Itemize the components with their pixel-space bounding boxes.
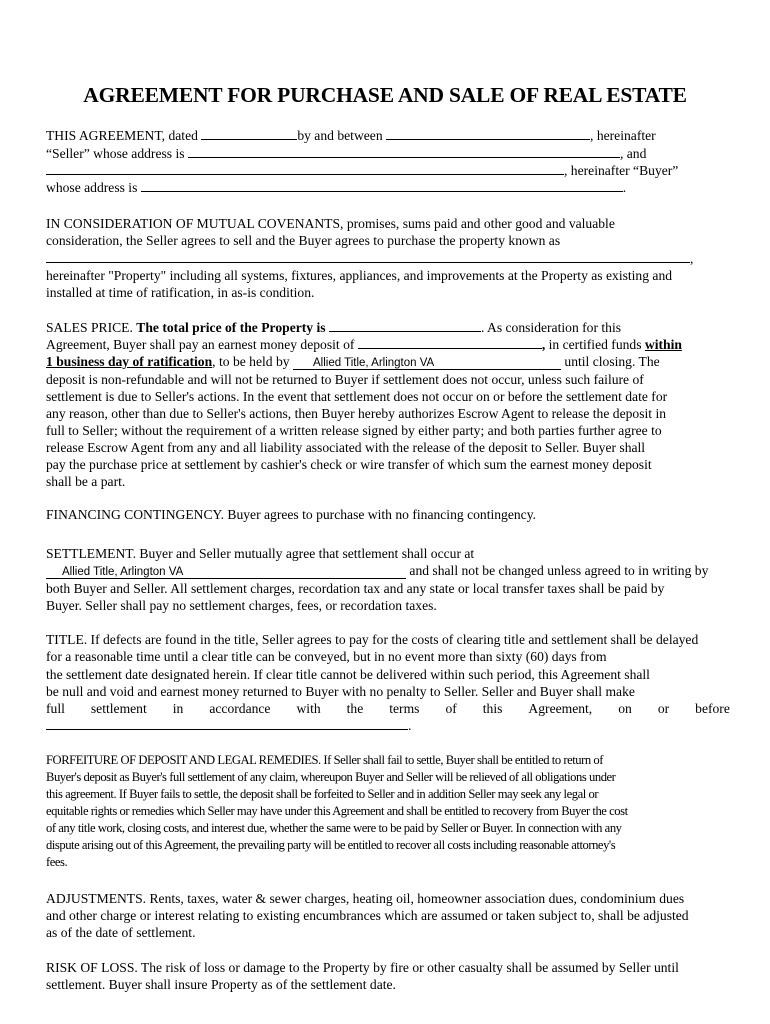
title-line-5-word: accordance (209, 701, 271, 716)
sales-price-line-1: SALES PRICE. The total price of the Property is . As consideration for this (46, 320, 622, 335)
adjustments-line-2: and other charge or interest relating to existing encumbrances which are assumed or taken subject to, shall be adjusted (46, 908, 689, 923)
consideration-line-1: IN CONSIDERATION OF MUTUAL COVENANTS, promises, sums paid and other good and valuable (46, 216, 615, 231)
seller-address-blank[interactable] (188, 145, 620, 158)
risk-line-1: RISK OF LOSS. The risk of loss or damage to the Property by fire or other casualty shall be assumed by Seller until (46, 960, 679, 975)
intro-line-2: “Seller” whose address is , and (46, 146, 647, 161)
forfeiture-line-1: FORFEITURE OF DEPOSIT AND LEGAL REMEDIES. If Seller shall fail to settle, Buyer shall be entitled to return of (46, 753, 604, 767)
intro-line-4: whose address is . (46, 180, 627, 195)
title-line-5-word: the (346, 701, 364, 716)
buyer-name-blank[interactable] (46, 162, 564, 175)
sales-price-line-4: deposit is non-refundable and will not be returned to Buyer if settlement does not occur, unless such failure of (46, 372, 644, 387)
forfeiture-line-3: this agreement. If Buyer fails to settle, the deposit shall be forfeited to Seller and in addition Seller may seek any legal or (46, 787, 599, 801)
forfeiture-line-7: fees. (46, 855, 68, 869)
financing-line-1: FINANCING CONTINGENCY. Buyer agrees to purchase with no financing contingency. (46, 507, 537, 522)
title-line-1: TITLE. If defects are found in the title, Seller agrees to pay for the costs of clearing title and settlement shall be delayed (46, 632, 699, 647)
title-line-5-word: before (695, 701, 730, 716)
risk-line-2: settlement. Buyer shall insure Property as of the settlement date. (46, 977, 396, 992)
forfeiture-line-2: Buyer's deposit as Buyer's full settlement of any claim, whereupon Buyer and Seller will be relieved of all obligations under (46, 770, 616, 784)
sales-price-line-2: Agreement, Buyer shall pay an earnest money deposit of , in certified funds within (46, 337, 682, 352)
settlement-line-4: Buyer. Seller shall pay no settlement charges, fees, or recordation taxes. (46, 598, 437, 613)
settlement-date-blank[interactable] (46, 717, 408, 730)
title-line-5-word: on (618, 701, 632, 716)
escrow-agent-field[interactable]: Allied Title, Arlington VA (293, 356, 561, 370)
title-line-5-word: with (296, 701, 321, 716)
title-line-5-word: terms (389, 701, 420, 716)
title-line-5-word: settlement (90, 701, 147, 716)
title-line-5-word: or (657, 701, 670, 716)
forfeiture-line-4: equitable rights or remedies which Seller may have under this Agreement and shall be entitled to recovery from Buyer the cost (46, 804, 628, 818)
title-line-5-word: Agreement, (528, 701, 593, 716)
title-line-5-word: full (46, 701, 65, 716)
document-title: AGREEMENT FOR PURCHASE AND SALE OF REAL ESTATE (83, 83, 687, 107)
title-line-4: be null and void and earnest money returned to Buyer with no penalty to Seller. Seller and Buyer shall make (46, 684, 635, 699)
intro-line-3: , hereinafter “Buyer” (46, 162, 678, 179)
settlement-line-3: both Buyer and Seller. All settlement charges, recordation tax and any state or local transfer taxes shall be paid by (46, 581, 665, 596)
seller-name-blank[interactable] (386, 127, 590, 140)
title-line-5-word: this (482, 701, 503, 716)
settlement-location-field[interactable]: Allied Title, Arlington VA (46, 565, 406, 579)
title-line-2: for a reasonable time until a clear title can be conveyed, but in no event more than sixty (60) days from (46, 649, 607, 664)
settlement-line-1: SETTLEMENT. Buyer and Seller mutually agree that settlement shall occur at (46, 546, 475, 561)
sales-price-line-10: shall be a part. (46, 474, 126, 489)
sales-price-line-9: pay the purchase price at settlement by cashier's check or wire transfer of which sum the earnest money deposit (46, 457, 652, 472)
date-blank[interactable] (201, 127, 297, 140)
consideration-line-5: installed at time of ratification, in as-is condition. (46, 285, 315, 300)
sales-price-line-3: 1 business day of ratification, to be held by Allied Title, Arlington VA until closing. The (46, 354, 660, 369)
consideration-line-2: consideration, the Seller agrees to sell and the Buyer agrees to purchase the property known as (46, 233, 561, 248)
title-line-5-word: of (445, 701, 457, 716)
sales-price-line-5: settlement is due to Seller's actions. In the event that settlement does not occur on or before the settlement date for (46, 389, 668, 404)
earnest-money-blank[interactable] (358, 336, 542, 349)
intro-line-1: THIS AGREEMENT, dated by and between , hereinafter (46, 128, 656, 143)
sales-price-line-6: any reason, other than due to Seller's actions, then Buyer hereby authorizes Escrow Agent to release the deposit in (46, 406, 667, 421)
settlement-line-2: Allied Title, Arlington VA and shall not be changed unless agreed to in writing by (46, 562, 708, 579)
adjustments-line-1: ADJUSTMENTS. Rents, taxes, water & sewer charges, heating oil, homeowner association dues, condominium dues (46, 891, 685, 906)
adjustments-line-3: as of the date of settlement. (46, 925, 196, 940)
consideration-line-4: hereinafter "Property" including all systems, fixtures, appliances, and improvements at the Property as existing and (46, 268, 673, 283)
total-price-blank[interactable] (329, 319, 481, 332)
sales-price-line-7: full to Seller; without the requirement of a written release signed by either party; and both parties further agree to (46, 423, 662, 438)
forfeiture-line-6: dispute arising out of this Agreement, the prevailing party will be entitled to recover all costs including reasonable attorney's (46, 838, 616, 852)
property-address-blank[interactable] (46, 250, 690, 263)
consideration-line-3: , (46, 250, 693, 267)
forfeiture-line-5: of any title work, closing costs, and interest due, whether the same were to be paid by Seller or Buyer. In connection with any (46, 821, 622, 835)
title-line-5 (46, 700, 730, 717)
title-line-6: . (46, 717, 411, 734)
sales-price-line-8: release Escrow Agent from any and all liability associated with the release of the deposit to Seller. Buyer shall (46, 440, 646, 455)
title-line-5-word: in (172, 701, 184, 716)
title-line-3: the settlement date designated herein. If clear title cannot be delivered within such period, this Agreement shall (46, 667, 650, 682)
buyer-address-blank[interactable] (141, 179, 623, 192)
